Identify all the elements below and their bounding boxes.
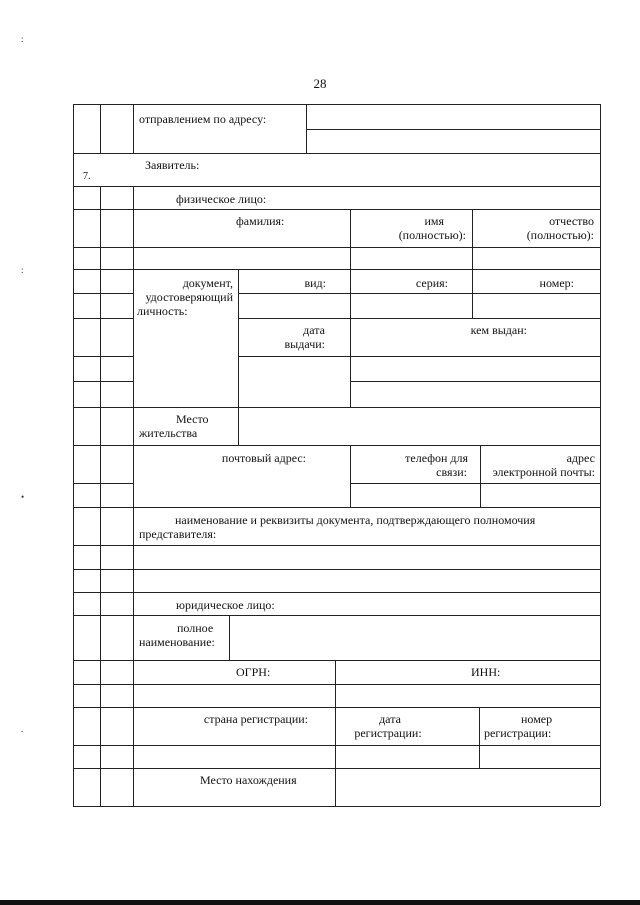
col-line	[480, 445, 481, 507]
row-line	[73, 592, 600, 593]
reg-number-label	[484, 712, 552, 740]
representative-line2: представителя:	[139, 527, 217, 541]
issue-date-line2: выдачи:	[284, 337, 325, 351]
mail-address-label: отправлением по адресу:	[139, 112, 267, 126]
postal-address-label: почтовый адрес:	[221, 451, 306, 465]
scan-edge	[0, 900, 640, 905]
row-line	[73, 356, 133, 357]
row-line	[73, 153, 600, 154]
row-line	[73, 483, 133, 484]
name-label-line2: (полностью):	[398, 228, 466, 242]
col-line	[229, 615, 230, 660]
inn-label: ИНН:	[471, 665, 501, 679]
reg-number-line1: номер	[521, 712, 553, 726]
col-line	[133, 186, 134, 806]
identity-doc-line2: удостоверяющий	[145, 290, 233, 304]
email-line2: электронной почты:	[492, 465, 595, 479]
row-line	[238, 356, 600, 357]
row-line	[73, 186, 600, 187]
ogrn-label: ОГРН:	[236, 665, 271, 679]
applicant-label: Заявитель:	[145, 158, 200, 172]
page-number: 28	[313, 76, 327, 91]
row-line	[238, 293, 600, 294]
row-line	[73, 104, 600, 105]
full-name-line1: полное	[177, 621, 214, 635]
scan-mark: •	[21, 492, 25, 502]
identity-doc-label	[137, 276, 233, 318]
email-line1: адрес	[566, 451, 595, 465]
patronymic-label-line1: отчество	[549, 214, 594, 228]
col-line	[306, 104, 307, 153]
scan-mark: :	[21, 265, 24, 275]
issue-date-label	[240, 323, 325, 351]
surname-label: фамилия:	[236, 214, 285, 228]
doc-type-label: вид:	[304, 276, 326, 290]
row-line	[73, 507, 600, 508]
representative-doc-label	[139, 513, 535, 541]
row-line	[73, 806, 600, 807]
row-line	[73, 615, 600, 616]
row-line	[73, 684, 600, 685]
col-line	[238, 407, 239, 445]
row-line	[73, 768, 600, 769]
row-line	[73, 569, 600, 570]
identity-doc-line3: личность:	[137, 304, 188, 318]
phone-line2: связи:	[436, 465, 467, 479]
row-line	[73, 293, 133, 294]
name-label	[360, 214, 466, 242]
row-line	[350, 483, 600, 484]
col-line	[133, 104, 134, 153]
row-line	[73, 209, 600, 210]
scan-mark: .	[21, 724, 24, 734]
individual-label: физическое лицо:	[176, 192, 267, 206]
row-line	[73, 445, 600, 446]
col-line	[472, 209, 473, 269]
full-name-label	[139, 621, 215, 649]
row-line	[350, 381, 600, 382]
col-line	[73, 104, 74, 806]
reg-country-label: страна регистрации:	[203, 712, 308, 726]
col-line	[472, 269, 473, 318]
name-label-line1: имя	[424, 214, 444, 228]
scan-mark: :	[21, 34, 24, 44]
doc-series-label: серия:	[415, 276, 448, 290]
representative-line1: наименование и реквизиты документа, подтверждающего полномочия	[175, 513, 536, 527]
row-line	[73, 660, 600, 661]
col-line	[100, 186, 101, 806]
row-line	[73, 381, 133, 382]
row-line	[73, 318, 133, 319]
reg-date-line2: регистрации:	[354, 726, 422, 740]
reg-date-line1: дата	[379, 712, 401, 726]
residence-line1: Место	[176, 412, 209, 426]
phone-label	[354, 451, 468, 479]
col-line	[350, 209, 351, 269]
issue-date-line1: дата	[303, 323, 325, 337]
col-line	[479, 707, 480, 768]
identity-doc-line1: документ,	[182, 276, 233, 290]
col-line	[238, 269, 239, 407]
row-line	[238, 318, 600, 319]
location-label: Место нахождения	[200, 773, 297, 787]
col-line	[100, 104, 101, 153]
col-line	[600, 104, 601, 806]
reg-number-line2: регистрации:	[484, 726, 552, 740]
row-line	[73, 407, 600, 408]
phone-line1: телефон для	[405, 451, 468, 465]
patronymic-label	[476, 214, 594, 242]
row-line	[73, 707, 600, 708]
full-name-line2: наименование:	[139, 635, 215, 649]
patronymic-label-line2: (полностью):	[526, 228, 594, 242]
row-line	[73, 545, 600, 546]
row-line	[306, 129, 600, 130]
col-line	[350, 445, 351, 507]
reg-date-label	[338, 712, 438, 740]
residence-line2: жительства	[139, 426, 198, 440]
col-line	[350, 318, 351, 407]
row-line	[73, 745, 600, 746]
row-line	[73, 269, 600, 270]
legal-entity-label: юридическое лицо:	[176, 598, 275, 612]
col-line	[350, 269, 351, 318]
row-line	[73, 247, 600, 248]
email-label	[482, 451, 595, 479]
residence-label	[139, 412, 209, 440]
item-number: 7.	[83, 171, 91, 182]
issued-by-label: кем выдан:	[470, 323, 527, 337]
doc-number-label: номер:	[539, 276, 574, 290]
col-line	[335, 660, 336, 806]
